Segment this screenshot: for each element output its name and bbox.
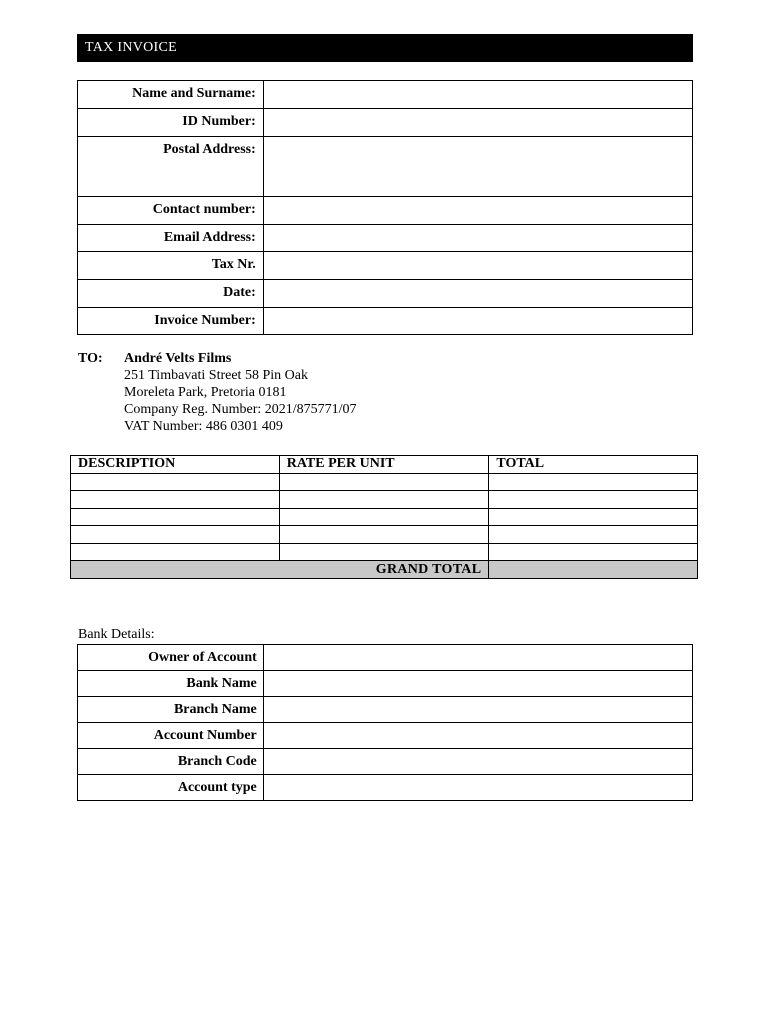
recipient-address-line-2: Moreleta Park, Pretoria 0181 (124, 385, 287, 400)
table-row (71, 526, 698, 544)
field-value-tax-nr[interactable] (263, 252, 692, 280)
bank-value-owner[interactable] (263, 645, 692, 671)
recipient-vat-number: VAT Number: 486 0301 409 (124, 419, 283, 434)
field-label-name: Name and Surname: (78, 81, 264, 109)
field-label-id-number: ID Number: (78, 109, 264, 137)
table-row (71, 473, 698, 491)
bank-row-owner (78, 645, 693, 671)
field-value-date[interactable] (263, 280, 692, 308)
item-total-cell[interactable] (489, 491, 698, 509)
field-row-date (78, 280, 693, 308)
field-row-email (78, 225, 693, 252)
item-description-cell[interactable] (71, 526, 280, 544)
grand-total-label: GRAND TOTAL (71, 561, 489, 579)
header-total: TOTAL (489, 456, 698, 474)
field-row-contact-number (78, 197, 693, 225)
field-value-id-number[interactable] (263, 109, 692, 137)
field-row-invoice-number (78, 308, 693, 335)
item-description-cell[interactable] (71, 473, 280, 491)
bank-value-bank-name[interactable] (263, 671, 692, 697)
item-total-cell[interactable] (489, 526, 698, 544)
bank-label-account-number: Account Number (78, 723, 264, 749)
item-description-cell[interactable] (71, 543, 280, 561)
field-value-name[interactable] (263, 81, 692, 109)
to-label: TO: (78, 351, 103, 366)
grand-total-value[interactable] (489, 561, 698, 579)
field-value-postal-address[interactable] (263, 137, 692, 197)
recipient-company: André Velts Films (124, 351, 232, 366)
item-rate-cell[interactable] (279, 508, 489, 526)
item-total-cell[interactable] (489, 473, 698, 491)
field-label-invoice-number: Invoice Number: (78, 308, 264, 335)
bank-row-branch-code (78, 749, 693, 775)
recipient-address-line-1: 251 Timbavati Street 58 Pin Oak (124, 368, 308, 383)
bank-details-caption: Bank Details: (78, 627, 155, 642)
bank-label-account-type: Account type (78, 775, 264, 801)
recipient-company-reg: Company Reg. Number: 2021/875771/07 (124, 402, 357, 417)
bank-value-account-type[interactable] (263, 775, 692, 801)
field-label-date: Date: (78, 280, 264, 308)
bank-row-account-number (78, 723, 693, 749)
items-header-row (71, 456, 698, 474)
table-row (71, 491, 698, 509)
item-rate-cell[interactable] (279, 473, 489, 491)
field-row-postal-address (78, 137, 693, 197)
bank-value-branch-name[interactable] (263, 697, 692, 723)
bank-row-account-type (78, 775, 693, 801)
header-description: DESCRIPTION (71, 456, 280, 474)
bank-value-account-number[interactable] (263, 723, 692, 749)
bank-label-branch-name: Branch Name (78, 697, 264, 723)
item-rate-cell[interactable] (279, 526, 489, 544)
field-row-id-number (78, 109, 693, 137)
recipient-address (124, 350, 357, 435)
field-label-tax-nr: Tax Nr. (78, 252, 264, 280)
table-row (71, 543, 698, 561)
bank-row-bank-name (78, 671, 693, 697)
bank-label-branch-code: Branch Code (78, 749, 264, 775)
grand-total-row (71, 561, 698, 579)
client-details-table (77, 80, 693, 335)
header-rate-per-unit: RATE PER UNIT (279, 456, 489, 474)
item-rate-cell[interactable] (279, 543, 489, 561)
item-rate-cell[interactable] (279, 491, 489, 509)
bank-label-bank-name: Bank Name (78, 671, 264, 697)
document-title: TAX INVOICE (77, 34, 693, 62)
bank-value-branch-code[interactable] (263, 749, 692, 775)
bank-row-branch-name (78, 697, 693, 723)
field-label-email: Email Address: (78, 225, 264, 252)
item-total-cell[interactable] (489, 543, 698, 561)
field-label-postal-address: Postal Address: (78, 137, 264, 197)
field-value-invoice-number[interactable] (263, 308, 692, 335)
table-row (71, 508, 698, 526)
field-value-contact-number[interactable] (263, 197, 692, 225)
field-row-tax-nr (78, 252, 693, 280)
bank-details-table (77, 644, 693, 801)
item-description-cell[interactable] (71, 491, 280, 509)
field-value-email[interactable] (263, 225, 692, 252)
item-description-cell[interactable] (71, 508, 280, 526)
field-label-contact-number: Contact number: (78, 197, 264, 225)
field-row-name (78, 81, 693, 109)
item-total-cell[interactable] (489, 508, 698, 526)
bank-label-owner: Owner of Account (78, 645, 264, 671)
line-items-table (70, 455, 698, 579)
